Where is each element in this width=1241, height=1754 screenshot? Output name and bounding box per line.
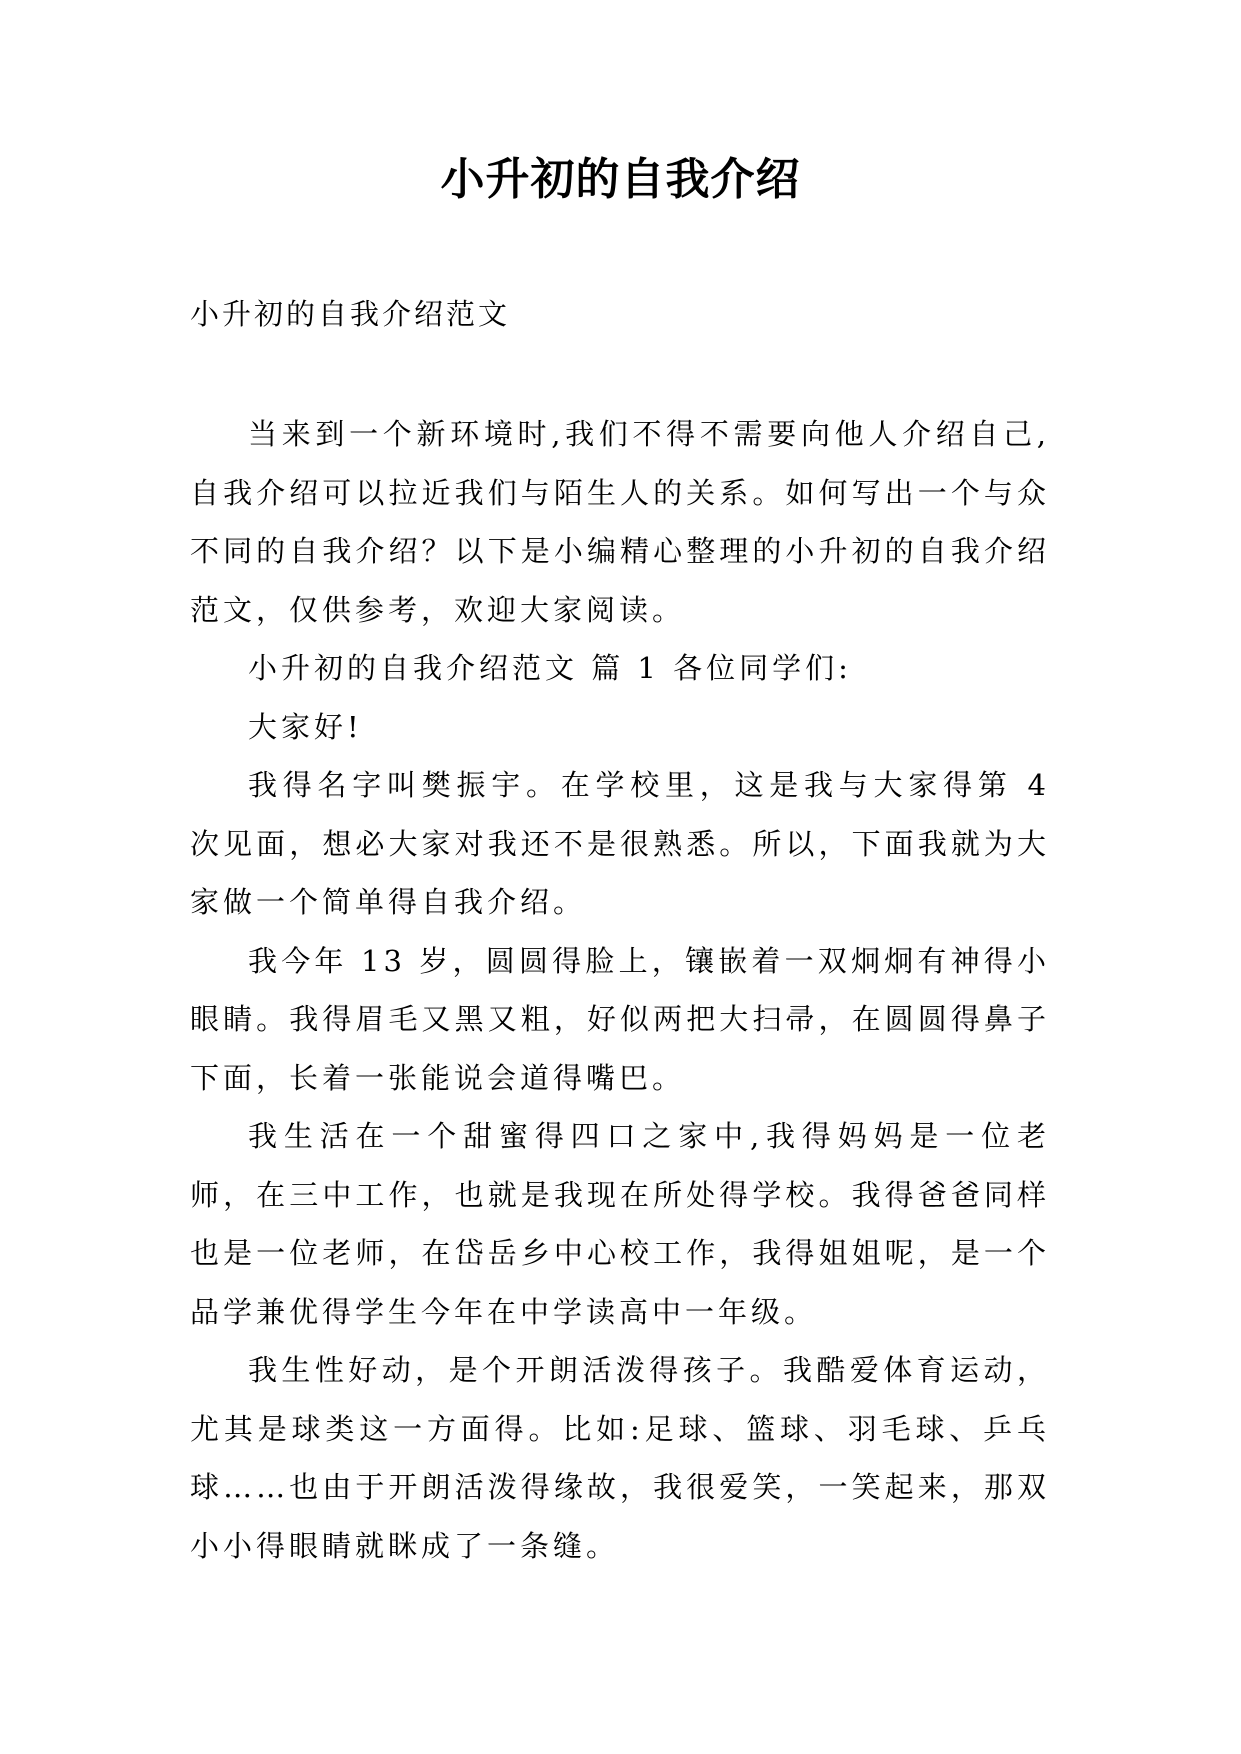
document-body	[190, 405, 1050, 1575]
body-paragraph: 我今年 13 岁，圆圆得脸上，镶嵌着一双炯炯有神得小眼睛。我得眉毛又黑又粗，好似两把大扫帚，在圆圆得鼻子下面，长着一张能说会道得嘴巴。	[190, 943, 1050, 1095]
body-paragraph: 我得名字叫樊振宇。在学校里，这是我与大家得第 4 次见面，想必大家对我还不是很熟悉。所以，下面我就为大家做一个简单得自我介绍。	[190, 768, 1050, 919]
section-heading: 小升初的自我介绍范文 篇 1 各位同学们:	[248, 651, 852, 685]
document-subtitle: 小升初的自我介绍范文	[190, 297, 511, 331]
body-paragraph: 我生活在一个甜蜜得四口之家中,我得妈妈是一位老师，在三中工作，也就是我现在所处得学校。我得爸爸同样也是一位老师，在岱岳乡中心校工作，我得姐姐呢，是一个品学兼优得学生今年在中学读高中一年级。	[190, 1119, 1050, 1329]
intro-paragraph: 当来到一个新环境时,我们不得不需要向他人介绍自己,自我介绍可以拉近我们与陌生人的关系。如何写出一个与众不同的自我介绍？以下是小编精心整理的小升初的自我介绍范文，仅供参考，欢迎大家阅读。	[190, 417, 1050, 627]
body-paragraph: 我生性好动，是个开朗活泼得孩子。我酷爱体育运动，尤其是球类这一方面得。比如:足球、篮球、羽毛球、乒乓球……也由于开朗活泼得缘故，我很爱笑，一笑起来，那双小小得眼睛就眯成了一条缝。	[190, 1353, 1050, 1563]
page-title: 小升初的自我介绍	[440, 154, 801, 205]
greeting-paragraph: 大家好!	[248, 709, 363, 744]
